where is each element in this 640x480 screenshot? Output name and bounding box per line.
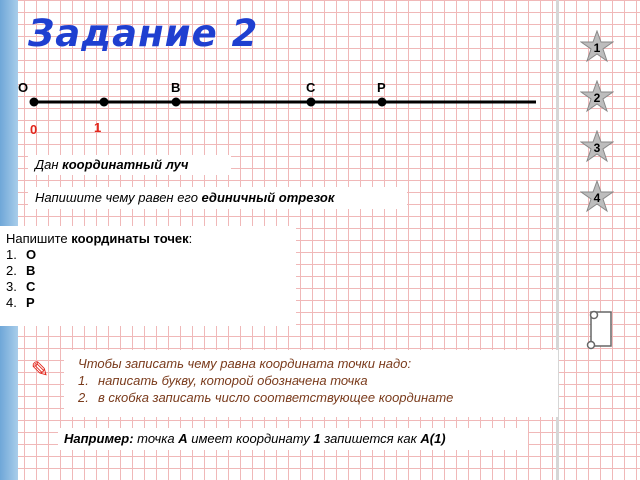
info-icon[interactable]: ✎ (30, 358, 50, 383)
scroll-icon-graphic (582, 308, 616, 352)
hint-step (78, 372, 558, 389)
ray-point-o (30, 98, 39, 107)
ray-point-b (172, 98, 181, 107)
list-item (6, 295, 296, 311)
point-label-o: O (18, 80, 29, 95)
unit-segment-task (28, 187, 407, 209)
list-item (6, 263, 296, 279)
list-item-label: В (26, 263, 36, 278)
hint-box (64, 350, 558, 417)
example-lead: Например: (64, 431, 134, 446)
coord-label-zero: 0 (30, 122, 38, 137)
point-label-p: P (377, 80, 386, 95)
hint-step-text: в скобка записать число соответствующее координате (98, 390, 454, 405)
example-line (58, 428, 528, 450)
scroll-icon[interactable] (582, 308, 616, 357)
list-item-number: 4. (6, 295, 17, 310)
ray-point-p (378, 98, 387, 107)
example-text-2: имеет координату (187, 431, 314, 446)
ray-point-unit (100, 98, 109, 107)
coords-point-list (6, 247, 296, 311)
point-label-b: B (171, 80, 181, 95)
page-title: Задание 2 (28, 12, 259, 55)
given-prefix: Дан (35, 157, 63, 172)
example-text-1: точка (133, 431, 179, 446)
list-item (6, 247, 296, 263)
ray-point-c (307, 98, 316, 107)
coordinates-task (0, 226, 296, 326)
list-item-number: 3. (6, 279, 17, 294)
example-result: А(1) (420, 431, 446, 446)
coord-label-one: 1 (94, 120, 102, 135)
coords-task-suffix: : (188, 231, 193, 246)
list-item-number: 2. (6, 263, 17, 278)
nav-star-label: 2 (593, 91, 601, 105)
nav-star-label: 1 (593, 41, 601, 55)
list-item-number: 1. (6, 247, 17, 262)
example-text-3: запишется как (320, 431, 421, 446)
given-statement (28, 155, 231, 175)
example-point: А (178, 431, 188, 446)
list-item (6, 279, 296, 295)
unit-task-prefix: Напишите чему равен его (35, 190, 202, 205)
hint-step-number: 2. (78, 390, 89, 405)
unit-task-term: единичный отрезок (201, 190, 335, 205)
point-label-c: C (306, 80, 316, 95)
list-item-label: О (26, 247, 37, 262)
list-item-label: С (26, 279, 36, 294)
hint-step (78, 389, 558, 406)
hint-intro: Чтобы записать чему равна координата точки надо: (78, 356, 412, 371)
example-value: 1 (313, 431, 321, 446)
hint-step-text: написать букву, которой обозначена точка (98, 373, 368, 388)
nav-star-label: 3 (593, 141, 601, 155)
hint-step-number: 1. (78, 373, 89, 388)
nav-star-4[interactable] (580, 180, 614, 214)
coords-task-prefix: Напишите (6, 231, 72, 246)
coords-task-term: координаты точек (71, 231, 189, 246)
list-item-label: Р (26, 295, 35, 310)
coordinate-ray (0, 0, 640, 140)
given-term: координатный луч (62, 157, 189, 172)
nav-star-label: 4 (593, 191, 601, 205)
